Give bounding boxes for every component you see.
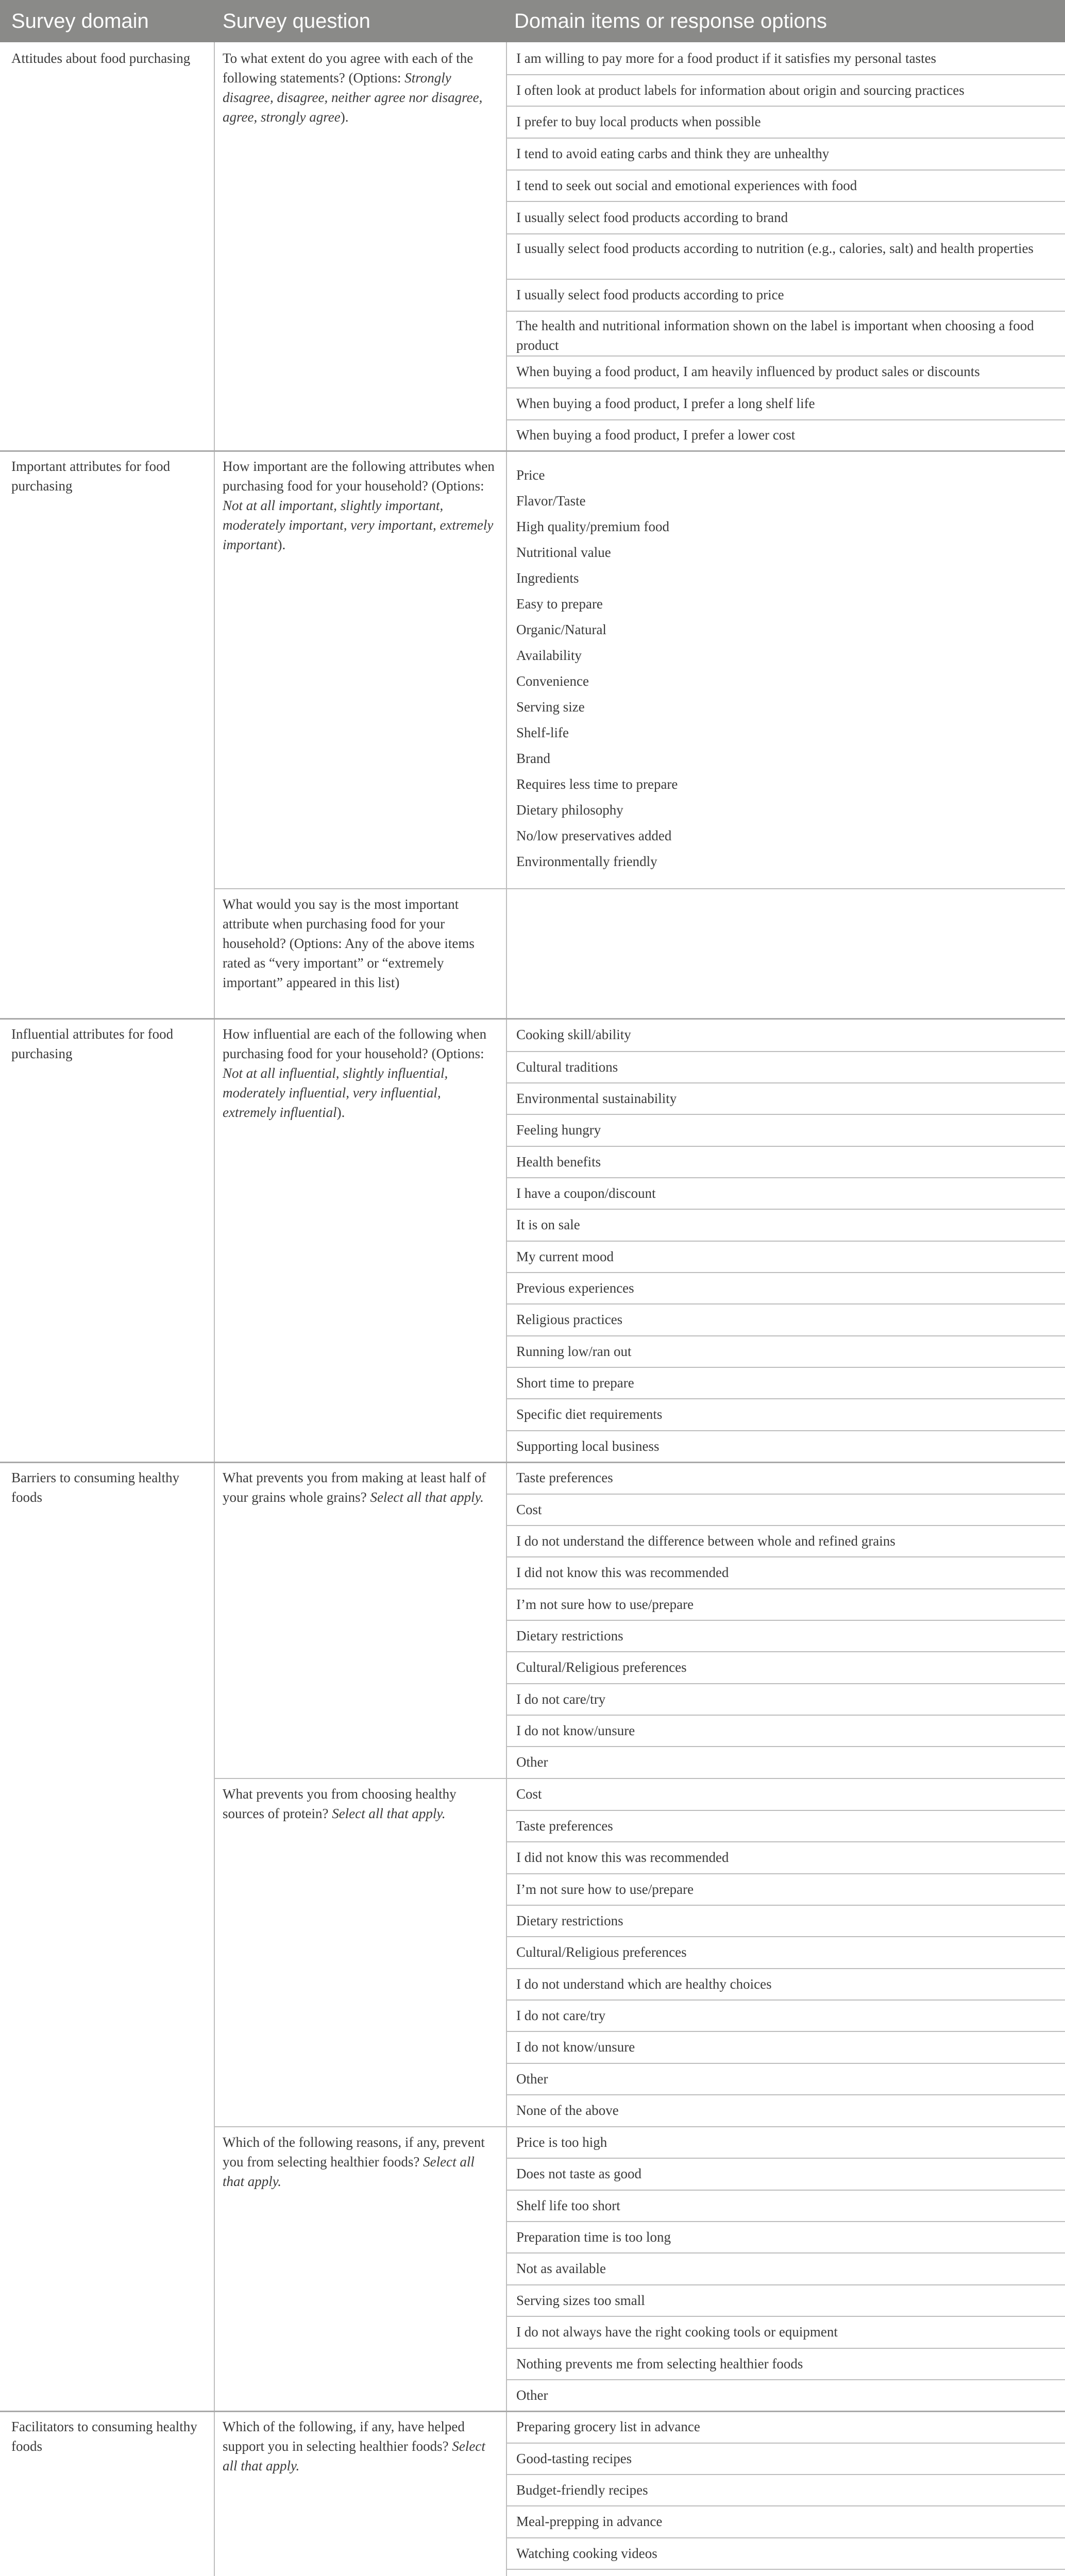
survey-question-cell bbox=[223, 456, 496, 554]
option-rule bbox=[506, 106, 1065, 107]
response-option: Nothing prevents me from selecting healthier foods bbox=[516, 2356, 803, 2371]
survey-question-cell bbox=[223, 2417, 496, 2476]
response-option: Cost bbox=[516, 1502, 542, 1517]
question-rule bbox=[214, 1778, 1065, 1779]
question-rule bbox=[214, 2126, 1065, 2127]
option-rule bbox=[506, 2316, 1065, 2317]
response-option: Other bbox=[516, 2071, 548, 2087]
header-response-options: Domain items or response options bbox=[514, 10, 827, 32]
column-divider bbox=[506, 42, 507, 2576]
response-option: Dietary restrictions bbox=[516, 1913, 623, 1928]
response-option: The health and nutritional information shown on the label is important when choosing a food product bbox=[516, 318, 1034, 353]
option-rule bbox=[506, 1177, 1065, 1178]
response-option: Shelf-life bbox=[516, 725, 569, 740]
response-option: Feeling hungry bbox=[516, 1122, 601, 1138]
option-rule bbox=[506, 1620, 1065, 1621]
response-option: Environmentally friendly bbox=[516, 854, 657, 869]
option-rule bbox=[506, 1746, 1065, 1747]
response-option: Running low/ran out bbox=[516, 1344, 632, 1359]
header-survey-domain: Survey domain bbox=[11, 10, 149, 32]
question-text: How important are the following attributes when purchasing food for your household? (Options: bbox=[223, 459, 495, 494]
response-option: Does not taste as good bbox=[516, 2166, 641, 2181]
response-option: Dietary philosophy bbox=[516, 802, 623, 818]
question-text-italic: Not at all influential, slightly influential, moderately influential, very influential, extremely influential bbox=[223, 1065, 448, 1120]
survey-question-cell bbox=[223, 2132, 496, 2191]
option-rule bbox=[506, 1810, 1065, 1811]
question-text: What would you say is the most important attribute when purchasing food for your household? (Options: Any of the above items rated as “very important” or “extremely important” appeared in this list) bbox=[223, 896, 475, 990]
question-text: Which of the following reasons, if any, prevent you from selecting healthier foods? bbox=[223, 2134, 485, 2170]
response-option: Other bbox=[516, 2387, 548, 2403]
response-option: I did not know this was recommended bbox=[516, 1850, 729, 1865]
option-rule bbox=[506, 1588, 1065, 1589]
table-header bbox=[0, 0, 1065, 42]
question-text: How influential are each of the following when purchasing food for your household? (Options: bbox=[223, 1026, 487, 1061]
question-text-italic: Select all that apply. bbox=[223, 2154, 475, 2189]
survey-question-cell bbox=[223, 1784, 496, 1823]
option-rule bbox=[506, 1430, 1065, 1431]
option-rule bbox=[506, 2537, 1065, 2538]
response-option: Preparing grocery list in advance bbox=[516, 2419, 700, 2434]
response-option: I do not know/unsure bbox=[516, 2039, 635, 2055]
option-rule bbox=[506, 1398, 1065, 1399]
response-option: Serving size bbox=[516, 699, 585, 715]
response-option: Preparation time is too long bbox=[516, 2229, 671, 2245]
response-option: I do not understand which are healthy choices bbox=[516, 1976, 772, 1992]
response-option: Budget-friendly recipes bbox=[516, 2482, 648, 2498]
option-rule bbox=[506, 355, 1065, 357]
response-option: Health benefits bbox=[516, 1154, 601, 1170]
option-rule bbox=[506, 2031, 1065, 2032]
question-text: ). bbox=[340, 109, 349, 125]
option-rule bbox=[506, 1146, 1065, 1147]
survey-domain-cell: Important attributes for food purchasing bbox=[11, 459, 171, 494]
option-rule bbox=[506, 1999, 1065, 2001]
response-option: Requires less time to prepare bbox=[516, 776, 678, 792]
response-option: Taste preferences bbox=[516, 1818, 613, 1834]
question-text: ). bbox=[336, 1105, 345, 1120]
option-rule bbox=[506, 1525, 1065, 1526]
survey-question-cell bbox=[223, 894, 496, 992]
column-divider bbox=[214, 42, 215, 2576]
response-option: I have a coupon/discount bbox=[516, 1185, 656, 1201]
question-rule bbox=[214, 888, 1065, 889]
response-option: Dietary restrictions bbox=[516, 1628, 623, 1643]
option-rule bbox=[506, 2190, 1065, 2191]
response-option: Not as available bbox=[516, 2261, 606, 2276]
option-rule bbox=[506, 1114, 1065, 1115]
option-rule bbox=[506, 2443, 1065, 2444]
response-option: High quality/premium food bbox=[516, 519, 669, 534]
response-option: Easy to prepare bbox=[516, 596, 603, 612]
response-option: When buying a food product, I am heavily influenced by product sales or discounts bbox=[516, 364, 980, 379]
response-option: Religious practices bbox=[516, 1312, 623, 1327]
response-option: Cooking skill/ability bbox=[516, 1027, 631, 1042]
option-rule bbox=[506, 2569, 1065, 2570]
survey-question-cell bbox=[223, 1468, 496, 1507]
section-rule bbox=[0, 1018, 1065, 1020]
option-rule bbox=[506, 1494, 1065, 1495]
option-rule bbox=[506, 2094, 1065, 2095]
response-option: Convenience bbox=[516, 673, 589, 689]
option-rule bbox=[506, 138, 1065, 139]
response-option: My current mood bbox=[516, 1249, 614, 1264]
response-option: Brand bbox=[516, 751, 550, 766]
survey-question-cell bbox=[223, 48, 496, 127]
response-option: I am willing to pay more for a food product if it satisfies my personal tastes bbox=[516, 50, 937, 66]
response-option: I do not care/try bbox=[516, 1691, 606, 1707]
option-rule bbox=[506, 1873, 1065, 1874]
response-option: I do not always have the right cooking tools or equipment bbox=[516, 2324, 838, 2340]
response-option: I’m not sure how to use/prepare bbox=[516, 1597, 694, 1612]
response-option: Environmental sustainability bbox=[516, 1091, 677, 1106]
response-option: Organic/Natural bbox=[516, 622, 606, 637]
response-option: I prefer to buy local products when possible bbox=[516, 114, 761, 129]
question-text: What prevents you from choosing healthy sources of protein? bbox=[223, 1786, 457, 1821]
option-rule bbox=[506, 1683, 1065, 1684]
section-rule bbox=[0, 1462, 1065, 1463]
response-option: It is on sale bbox=[516, 1217, 580, 1232]
option-rule bbox=[506, 1303, 1065, 1304]
option-rule bbox=[506, 1968, 1065, 1969]
question-text: To what extent do you agree with each of the following statements? (Options: bbox=[223, 50, 474, 86]
option-rule bbox=[506, 1905, 1065, 1906]
response-option: Nutritional value bbox=[516, 545, 611, 560]
response-option: I usually select food products according to price bbox=[516, 287, 784, 302]
response-option: I do not care/try bbox=[516, 2008, 606, 2023]
option-rule bbox=[506, 1841, 1065, 1842]
response-option: Short time to prepare bbox=[516, 1375, 634, 1391]
response-option: I usually select food products according to brand bbox=[516, 210, 788, 225]
option-rule bbox=[506, 74, 1065, 75]
option-rule bbox=[506, 1936, 1065, 1937]
response-option: I do not understand the difference between whole and refined grains bbox=[516, 1533, 895, 1549]
option-rule bbox=[506, 1651, 1065, 1652]
option-rule bbox=[506, 311, 1065, 312]
question-text-italic: Strongly disagree, disagree, neither agree nor disagree, agree, strongly agree bbox=[223, 70, 483, 125]
question-text: Which of the following, if any, have helped support you in selecting healthier foods? bbox=[223, 2419, 465, 2454]
response-option: When buying a food product, I prefer a lower cost bbox=[516, 427, 796, 443]
response-option: Specific diet requirements bbox=[516, 1406, 663, 1422]
section-rule bbox=[0, 2411, 1065, 2412]
response-option: None of the above bbox=[516, 2103, 619, 2118]
option-rule bbox=[506, 233, 1065, 234]
survey-question-cell bbox=[223, 1024, 496, 1122]
question-text-italic: Not at all important, slightly important, moderately important, very important, extremely important bbox=[223, 498, 494, 552]
section-rule bbox=[0, 450, 1065, 452]
response-option: I’m not sure how to use/prepare bbox=[516, 1882, 694, 1897]
response-option: Cultural traditions bbox=[516, 1059, 618, 1075]
response-option: Flavor/Taste bbox=[516, 493, 586, 509]
response-option: When buying a food product, I prefer a long shelf life bbox=[516, 396, 815, 411]
option-rule bbox=[506, 2158, 1065, 2159]
option-rule bbox=[506, 1556, 1065, 1557]
option-rule bbox=[506, 1209, 1065, 1210]
option-rule bbox=[506, 2221, 1065, 2222]
response-option: Price is too high bbox=[516, 2134, 607, 2150]
question-text: ). bbox=[277, 537, 286, 552]
option-rule bbox=[506, 1051, 1065, 1052]
response-option: Shelf life too short bbox=[516, 2198, 620, 2213]
option-rule bbox=[506, 1241, 1065, 1242]
response-option: Cultural/Religious preferences bbox=[516, 1659, 687, 1675]
option-rule bbox=[506, 1715, 1065, 1716]
response-option: No/low preservatives added bbox=[516, 828, 672, 843]
response-option: Cultural/Religious preferences bbox=[516, 1944, 687, 1960]
header-survey-question: Survey question bbox=[223, 10, 370, 32]
question-text: What prevents you from making at least half of your grains whole grains? bbox=[223, 1470, 486, 1505]
response-option: I tend to seek out social and emotional experiences with food bbox=[516, 178, 857, 193]
response-option: Good-tasting recipes bbox=[516, 2451, 632, 2466]
question-text-italic: Select all that apply. bbox=[223, 2438, 485, 2473]
response-option: I tend to avoid eating carbs and think they are unhealthy bbox=[516, 146, 830, 161]
response-option: Meal-prepping in advance bbox=[516, 2514, 663, 2529]
response-option: Previous experiences bbox=[516, 1280, 634, 1296]
option-rule bbox=[506, 419, 1065, 420]
option-rule bbox=[506, 2379, 1065, 2380]
option-rule bbox=[506, 1082, 1065, 1083]
option-rule bbox=[506, 2063, 1065, 2064]
option-rule bbox=[506, 2505, 1065, 2506]
option-rule bbox=[506, 1335, 1065, 1336]
option-rule bbox=[506, 1272, 1065, 1273]
response-option: Watching cooking videos bbox=[516, 2546, 657, 2561]
response-option: I do not know/unsure bbox=[516, 1723, 635, 1738]
option-rule bbox=[506, 170, 1065, 171]
response-option: Other bbox=[516, 1754, 548, 1770]
survey-domain-cell: Influential attributes for food purchasing bbox=[11, 1026, 174, 1061]
option-rule bbox=[506, 2284, 1065, 2285]
question-text-italic: Select all that apply. bbox=[370, 1489, 484, 1505]
response-option: Availability bbox=[516, 648, 582, 663]
survey-domain-cell: Attitudes about food purchasing bbox=[11, 50, 191, 66]
option-rule bbox=[506, 2348, 1065, 2349]
response-option: Price bbox=[516, 467, 545, 483]
option-rule bbox=[506, 201, 1065, 202]
option-rule bbox=[506, 1367, 1065, 1368]
response-option: Ingredients bbox=[516, 570, 579, 586]
response-option: Taste preferences bbox=[516, 1470, 613, 1485]
response-option: I usually select food products according to nutrition (e.g., calories, salt) and health properties bbox=[516, 241, 1034, 256]
survey-domain-cell: Facilitators to consuming healthy foods bbox=[11, 2419, 197, 2454]
option-rule bbox=[506, 2474, 1065, 2475]
option-rule bbox=[506, 387, 1065, 388]
response-option: I often look at product labels for information about origin and sourcing practices bbox=[516, 82, 965, 98]
response-option: Serving sizes too small bbox=[516, 2293, 645, 2308]
option-rule bbox=[506, 279, 1065, 280]
question-text-italic: Select all that apply. bbox=[332, 1806, 446, 1821]
response-option: Cost bbox=[516, 1786, 542, 1802]
response-option: I did not know this was recommended bbox=[516, 1565, 729, 1580]
survey-domain-cell: Barriers to consuming healthy foods bbox=[11, 1470, 180, 1505]
option-rule bbox=[506, 2252, 1065, 2253]
response-option: Supporting local business bbox=[516, 1438, 660, 1454]
